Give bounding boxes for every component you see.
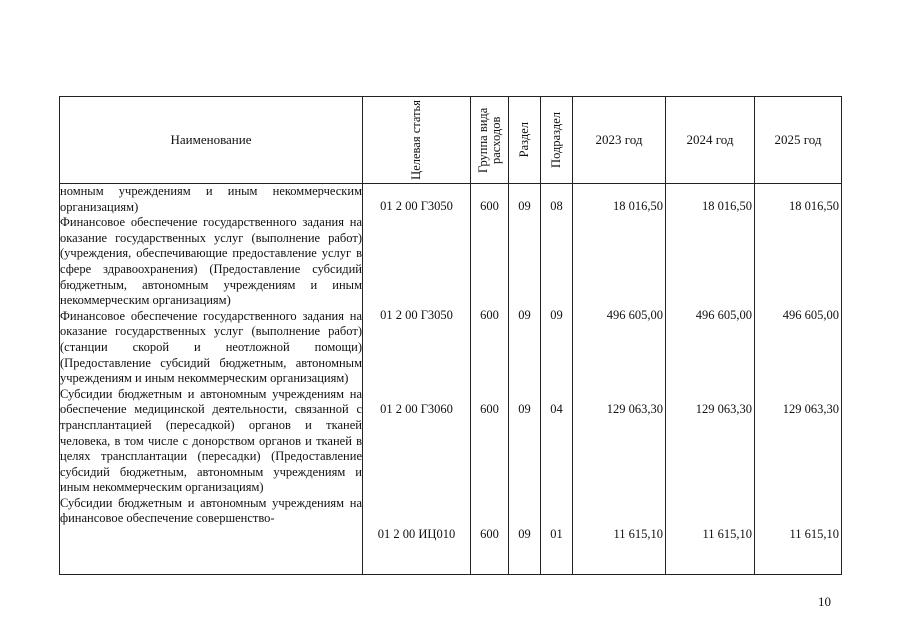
group-value: 600 bbox=[480, 527, 499, 541]
header-name: Наименование bbox=[60, 97, 363, 184]
amount-2024: 129 063,30 bbox=[695, 402, 752, 416]
header-target-article bbox=[363, 97, 471, 184]
target-article-column bbox=[363, 184, 471, 575]
section-value: 09 bbox=[518, 402, 531, 416]
amount-2023: 18 016,50 bbox=[613, 199, 663, 213]
year-2024-column bbox=[666, 184, 755, 575]
article-value: 01 2 00 Г3050 bbox=[380, 199, 453, 213]
amount-2024: 496 605,00 bbox=[695, 308, 752, 322]
header-subsection bbox=[541, 97, 573, 184]
table-body-row bbox=[60, 184, 842, 575]
amount-2025: 496 605,00 bbox=[782, 308, 839, 322]
amount-2025: 18 016,50 bbox=[789, 199, 839, 213]
table-header-row bbox=[60, 97, 842, 184]
amount-2023: 11 615,10 bbox=[613, 527, 663, 541]
header-subsection-label: Подраздел bbox=[549, 112, 563, 168]
subsection-value: 09 bbox=[550, 308, 563, 322]
header-expense-group-label: Группа вида расходов bbox=[475, 107, 503, 173]
description-paragraph: Финансовое обеспечение государственного задания на оказание государственных услуг (выполнение работ) (станции скорой и неотложной помощи) (Предоставление субсидий бюджетным, автономным учреждениям и иным некоммерческим организациям) bbox=[60, 308, 362, 386]
description-column bbox=[60, 184, 363, 575]
amount-2023: 496 605,00 bbox=[606, 308, 663, 322]
header-section-label: Раздел bbox=[517, 122, 531, 158]
article-value: 01 2 00 Г3060 bbox=[380, 402, 453, 416]
year-2025-column bbox=[755, 184, 842, 575]
header-section bbox=[509, 97, 541, 184]
article-value: 01 2 00 ИЦ010 bbox=[377, 527, 456, 541]
article-value: 01 2 00 Г3050 bbox=[380, 308, 453, 322]
page-number: 10 bbox=[818, 594, 831, 609]
amount-2025: 11 615,10 bbox=[789, 527, 839, 541]
group-value: 600 bbox=[480, 402, 499, 416]
section-column bbox=[509, 184, 541, 575]
description-paragraph: Финансовое обеспечение государственного задания на оказание государственных услуг (выполнение работ) (учреждения, обеспечивающие предоставление услуг в сфере здравоохранения) (Предоставление субсидий бюджетным, автономным учреждениям и иным некоммерческим организациям) bbox=[60, 215, 362, 308]
description-paragraph: номным учреждениям и иным некоммерческим организациям) bbox=[60, 184, 362, 214]
expense-group-column bbox=[471, 184, 509, 575]
description-paragraph: Субсидии бюджетным и автономным учреждениям на финансовое обеспечение совершенство- bbox=[60, 495, 362, 526]
budget-table bbox=[59, 96, 842, 575]
header-expense-group bbox=[471, 97, 509, 184]
section-value: 09 bbox=[518, 199, 531, 213]
amount-2023: 129 063,30 bbox=[606, 402, 663, 416]
description-paragraph: Субсидии бюджетным и автономным учреждениям на обеспечение медицинской деятельности, связанной с трансплантацией (пересадкой) органов и тканей человека, в том числе с донорством органов и тканей в целях трансплантации (пересадки) (Предоставление субсидий бюджетным, автономным учреждениям и иным некоммерческим организациям) bbox=[60, 386, 362, 495]
header-2023: 2023 год bbox=[573, 97, 666, 184]
group-value: 600 bbox=[480, 199, 499, 213]
section-value: 09 bbox=[518, 308, 531, 322]
group-value: 600 bbox=[480, 308, 499, 322]
header-2024: 2024 год bbox=[666, 97, 755, 184]
header-2025: 2025 год bbox=[755, 97, 842, 184]
amount-2025: 129 063,30 bbox=[782, 402, 839, 416]
subsection-value: 08 bbox=[550, 199, 563, 213]
section-value: 09 bbox=[518, 527, 531, 541]
subsection-value: 01 bbox=[550, 527, 563, 541]
header-target-article-label: Целевая статья bbox=[409, 100, 423, 180]
year-2023-column bbox=[573, 184, 666, 575]
subsection-value: 04 bbox=[550, 402, 563, 416]
amount-2024: 18 016,50 bbox=[702, 199, 752, 213]
amount-2024: 11 615,10 bbox=[702, 527, 752, 541]
subsection-column bbox=[541, 184, 573, 575]
